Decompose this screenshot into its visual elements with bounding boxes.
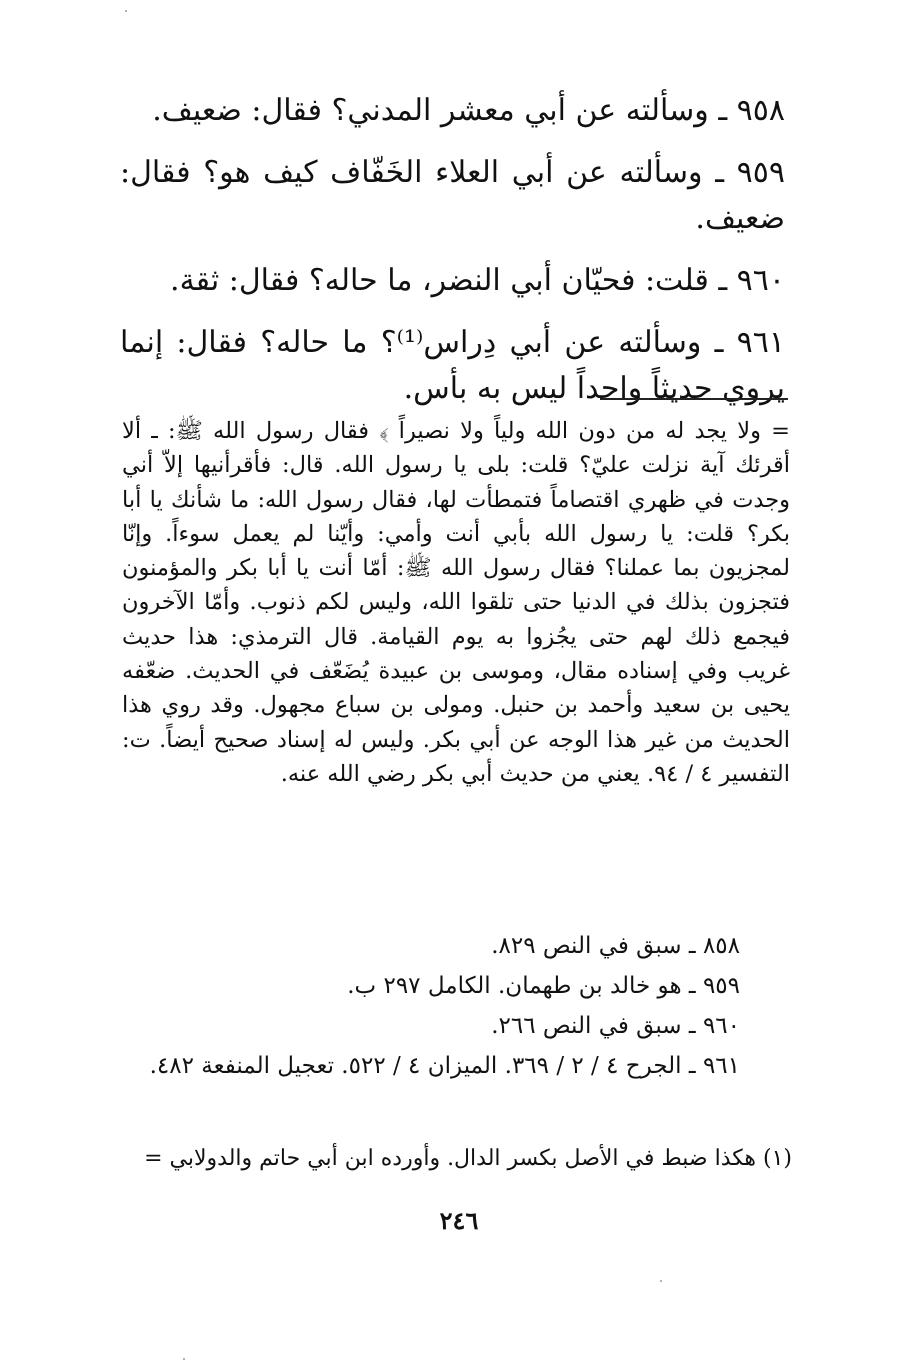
entry-960: ٩٦٠ ـ قلت: فحيّان أبي النضر، ما حاله؟ فقال: ثقة. — [170, 263, 785, 298]
main-text — [120, 88, 785, 428]
ref-note-960: ٩٦٠ ـ سبق في النص ٢٦٦. — [491, 1013, 740, 1039]
reference-notes — [120, 926, 788, 1086]
scan-speck — [183, 1358, 185, 1360]
entry-958: ٩٥٨ ـ وسألته عن أبي معشر المدني؟ فقال: ضعيف. — [152, 93, 785, 128]
scan-speck — [660, 1280, 662, 1282]
entry-961: ٩٦١ ـ وسألته عن أبي دِراس⁽¹⁾؟ ما حاله؟ فقال: إنما يروي حديثاً واحداً ليس به بأس. — [120, 325, 785, 406]
ref-note-961: ٩٦١ ـ الجرح ٤ / ٢ / ٣٦٩. الميزان ٤ / ٥٢٢. تعجيل المنفعة ٤٨٢. — [149, 1053, 740, 1079]
ref-note-858: ٨٥٨ ـ سبق في النص ٨٢٩. — [491, 933, 740, 959]
commentary-paragraph: = ولا يجد له من دون الله ولياً ولا نصيراً ﴾ فقال رسول الله ﷺ: ـ ألا أقرئك آية نزلت عليّ؟ قلت: بلى يا رسول الله. قال: فأقرأنيها إلاّ أني وجدت في ظهري اقتصاماً فتمطأت لها، فقال رسول الله: ما شأنك يا أبا بكر؟ قلت: يا رسول الله بأبي أنت وأمي: وأيّنا لم يعمل سوءاً. وإنّا لمجزيون بما عملنا؟ فقال رسول الله ﷺ: أمّا أنت يا أبا بكر والمؤمنون فتجزون بذلك في الدنيا حتى تلقوا الله، وليس لكم ذنوب. وأمّا الآخرون فيجمع ذلك لهم حتى يجُزوا به يوم القيامة. قال الترمذي: هذا حديث غريب وفي إسناده مقال، وموسى بن عبيدة يُضَعّف في الحديث. ضعّفه يحيى بن سعيد وأحمد بن حنبل. ومولى بن سباع مجهول. وقد روي هذا الحديث من غير هذا الوجه عن أبي بكر. وليس له إسناد صحيح أيضاً. ت: التفسير ٤ / ٩٤. يعني من حديث أبي بكر رضي الله عنه. — [122, 418, 790, 787]
entry-959: ٩٥٩ ـ وسألته عن أبي العلاء الخَفّاف كيف هو؟ فقال: ضعيف. — [120, 155, 785, 236]
footnote-divider — [600, 398, 788, 400]
footnote: (١) هكذا ضبط في الأصل بكسر الدال. وأورده ابن أبي حاتم والدولابي = — [144, 1146, 792, 1171]
page-number: ٢٤٦ — [439, 1206, 479, 1235]
ref-note-959: ٩٥٩ ـ هو خالد بن طهمان. الكامل ٢٩٧ ب. — [347, 973, 740, 999]
commentary-notes — [122, 414, 790, 791]
scan-speck — [125, 10, 127, 12]
